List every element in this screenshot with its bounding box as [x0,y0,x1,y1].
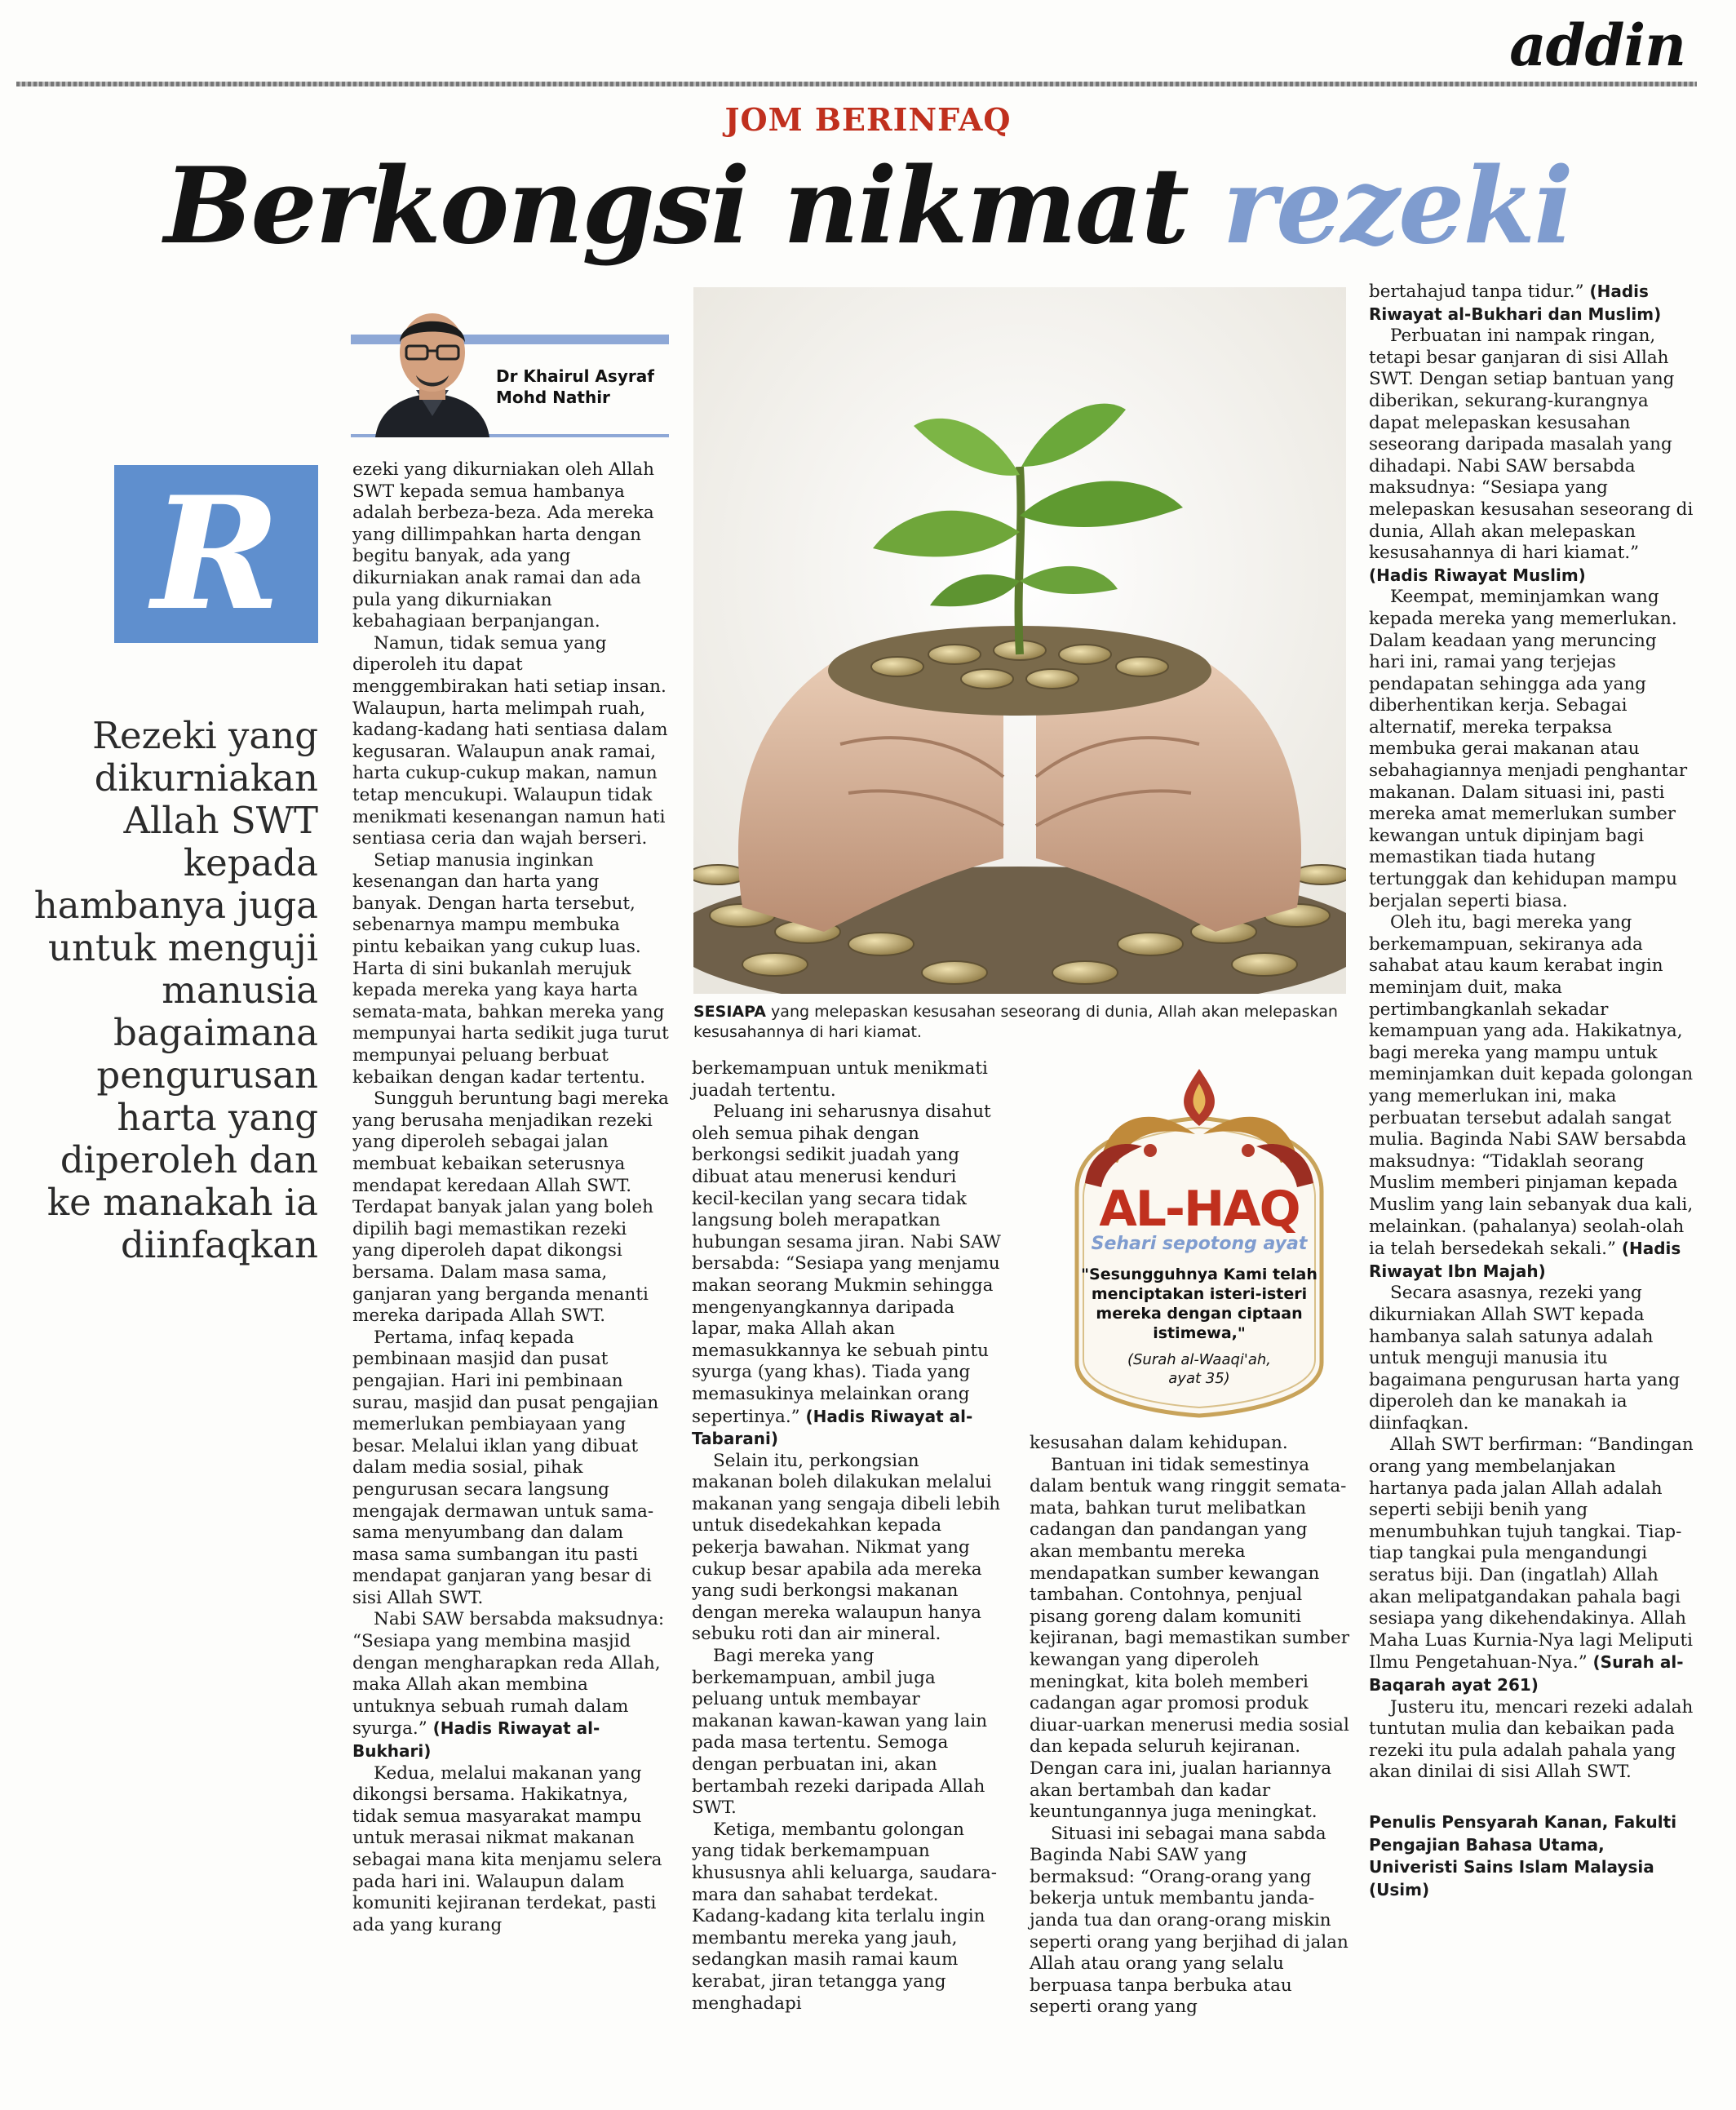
photo-caption [693,1002,1346,1043]
citation: (Surah al-Baqarah ayat 261) [1369,1652,1684,1695]
author-name [496,366,675,408]
citation: (Hadis Riwayat al-Tabarani) [692,1406,973,1449]
quote-text: Peluang ini seharusnya disahut oleh semua pihak dengan berkongsi sedikit juadah yang dibuat atau menerusi kenduri kecil-kecilan yang secara tidak langsung boleh merapatkan hubungan sesama jiran. Nabi SAW bersabda: “Sesiapa yang menjamu makan seorang Mukmin sehingga mengenyangkannya daripada lapar, maka Allah akan memasukkannya ke sebuah pintu syurga (yang khas). Tiada yang memasukinya melainkan orang sepertinya.” [692,1102,1001,1427]
paragraph: Bagi mereka yang berkemampuan, ambil juga peluang untuk membayar makanan kawan-kawan yang lain pada masa tertentu. Semoga dengan perbuatan ini, akan bertambah rezeki daripada Allah SWT. [692,1646,988,1819]
al-haq-ref-line2: ayat 35) [1168,1370,1230,1387]
author-name-line1: Dr Khairul Asyraf [496,366,654,386]
quote-paragraph [352,1631,671,1763]
quote-paragraph [1369,1434,1695,1696]
pull-quote: Rezeki yang dikurniakan Allah SWT kepada hambanya juga untuk menguji manusia bagaimana pengurusan harta yang diperoleh dan ke manakah ia diinfaqkan [33,714,318,1266]
al-haq-ref-line1: (Surah al-Waaqi'ah, [1127,1351,1272,1368]
headline-main: Berkongsi nikmat [164,145,1188,268]
al-haq-reference [1077,1350,1322,1388]
section-label: addin [1509,11,1685,79]
quote-paragraph [692,1102,1002,1451]
paragraph: Situasi ini sebagai mana sabda Baginda Nabi SAW yang bermaksud: “Orang-orang yang bekerja untuk membantu janda-janda tua dan orang-orang miskin seperti orang yang berjihad di jalan Allah atau orang yang selalu berpuasa tanpa berbuka atau seperti orang yang [1030,1823,1348,2018]
paragraph: Ketiga, membantu golongan yang tidak berkemampuan khususnya ahli keluarga, saudara-mara dan sahabat terdekat. Kadang-kadang kita terlalu ingin membantu mereka yang jauh, sedangkan masih ramai kaum kerabat, jiran tetangga yang menghadapi [692,1819,997,2014]
author-photo [359,294,506,437]
kicker: JOM BERINFAQ [724,101,1012,138]
quote-text: “Sesiapa yang membina masjid dengan mengharapkan reda Allah, maka Allah akan membina untuknya sebuah rumah dalam syurga.” [352,1631,661,1740]
al-haq-verse: "Sesungguhnya Kami telah menciptakan isteri-isteri mereka dengan ciptaan istimewa," [1081,1266,1318,1342]
paragraph: Sungguh beruntung bagi mereka yang berusaha menjadikan rezeki yang diperoleh sebagai jalan membuat kebaikan seterusnya mendapat keredaan Allah SWT. Terdapat banyak jalan yang boleh dipilih bagi memastikan rezeki yang diperoleh dapat dikongsi bersama. Dalam masa sama, ganjaran yang berganda menanti mereka daripada Allah SWT. [352,1088,669,1327]
paragraph: kesusahan dalam kehidupan. [1030,1433,1288,1453]
paragraph: Selain itu, perkongsian makanan boleh dilakukan melalui makanan yang sengaja dibeli lebih untuk disedekahkan kepada pekerja bawahan. Nikmat yang cukup besar apabila ada mereka yang sudi berkongsi makanan dengan mereka walaupun hanya sebuku roti dan air mineral. [692,1450,1001,1645]
caption-text: yang melepaskan kesusahan seseorang di dunia, Allah akan melepaskan kesusahannya di hari kiamat. [693,1003,1338,1041]
paragraph: berkemampuan untuk menikmati juadah tertentu. [692,1058,988,1101]
citation: (Hadis Riwayat al-Bukhari) [352,1718,600,1762]
quote-paragraph [1369,326,1695,587]
author-bio [1369,1811,1695,1901]
quote-text: bertahajud tanpa tidur.” [1369,281,1584,302]
al-haq-subtitle: Sehari sepotong ayat [1091,1234,1308,1254]
author-name-line2: Mohd Nathir [496,388,610,407]
quote-text: Oleh itu, bagi mereka yang berkemampuan, sekiranya ada sahabat atau kaum kerabat ingin meminjam duit, maka pertimbangkanlah sekadar kemampuan yang ada. Hakikatnya, bagi mereka yang mampu untuk meminjamkan duit kepada golongan yang memerlukan ini, maka perbuatan tersebut adalah sangat mulia. Baginda Nabi SAW bersabda maksudnya: “Tidaklah seorang Muslim memberi pinjaman kepada Muslim yang lain sebanyak dua kali, melainkan. (pahalanya) seolah-olah ia telah bersedekah sekali.” [1369,912,1694,1260]
al-haq-title: AL-HAQ [1099,1181,1300,1238]
quote-paragraph [1369,281,1695,326]
citation: (Hadis Riwayat al-Bukhari dan Muslim) [1369,281,1662,324]
author-bio-text: Penulis Pensyarah Kanan, Fakulti Pengajian Bahasa Utama, Univeristi Sains Islam Malaysia (Usim) [1369,1811,1677,1899]
drop-cap: R [152,463,281,645]
coins-plant-photo [693,287,1346,994]
paragraph: Pertama, infaq kepada pembinaan masjid dan pusat pengajian. Hari ini pembinaan surau, masjid dan pusat pengajian memerlukan pembiayaan yang besar. Melalui iklan yang dibuat dalam media sosial, pihak pengurusan secara langsung mengajak dermawan untuk sama-sama menyumbang dan dalam masa sama sumbangan itu pasti mendapat ganjaran yang besar di sisi Allah SWT. [352,1327,659,1608]
body-column-1 [352,459,671,1936]
headline [0,145,1736,268]
citation: (Hadis Riwayat Muslim) [1369,565,1586,585]
quote-text: Allah SWT berfirman: “Bandingan orang yang membelanjakan hartanya pada jalan Allah adalah seperti sebiji benih yang menumbuhkan tujuh tangkai. Tiap-tiap tangkai pula mengandungi seratus biji. Dan (ingatlah) Allah akan melipatgandakan pahala bagi sesiapa yang dikehendakinya. Allah Maha Luas Kurnia-Nya lagi Meliputi Ilmu Pengetahuan-Nya.” [1369,1434,1694,1673]
citation: (Hadis Riwayat Ibn Majah) [1369,1239,1681,1281]
paragraph: Justeru itu, mencari rezeki adalah tuntutan mulia dan kebaikan pada rezeki itu pula adalah pahala yang akan dinilai di sisi Allah SWT. [1369,1696,1694,1783]
paragraph: ezeki yang dikurniakan oleh Allah SWT kepada semua hambanya adalah berbeza-beza. Ada mereka yang dillimpahkan harta dengan begitu banyak, ada yang dikurniakan anak ramai dan ada pula yang dikurniakan kebahagiaan berpanjangan. [352,459,654,632]
headline-accent: rezeki [1222,145,1572,268]
quote-paragraph [1369,912,1695,1283]
paragraph: Keempat, meminjamkan wang kepada mereka yang memerlukan. Dalam keadaan yang meruncing hari ini, ramai yang terjejas pendapatan sehingga ada yang diberhentikan kerja. Sebagai alternatif, mereka terpaksa membuka gerai makanan atau sebahagiannya menjadi penghantar makanan. Dalam situasi ini, pasti mereka amat memerlukan sumber kewangan untuk dipinjam bagi memastikan tiada hutang tertunggak dan kehidupan mampu berjalan seperti biasa. [1369,587,1688,911]
paragraph: Setiap manusia inginkan kesenangan dan harta yang banyak. Dengan harta tersebut, sebenarnya mampu membuka pintu kebaikan yang cukup luas. Harta di sini bukanlah merujuk kepada mereka yang kaya harta semata-mata, bahkan mereka yang mempunyai harta sedikit juga turut mempunyai peluang berbuat kebaikan dengan kadar tertentu. [352,849,669,1088]
paragraph: Kedua, melalui makanan yang dikongsi bersama. Hakikatnya, tidak semua masyarakat mampu untuk merasai nikmat makanan sebagai mana kita menjamu selera pada hari ini. Walaupun dalam komuniti kejiranan terdekat, pasti ada yang kurang [352,1762,662,1935]
paragraph: Secara asasnya, rezeki yang dikurniakan Allah SWT kepada hambanya salah satunya adalah untuk menguji manusia itu bagaimana pengurusan harta yang diperoleh dan ke manakah ia diinfaqkan. [1369,1283,1681,1434]
body-column-4 [1369,281,1695,1901]
paragraph: Nabi SAW bersabda maksudnya: [374,1609,665,1630]
quote-text: Perbuatan ini nampak ringan, tetapi besar ganjaran di sisi Allah SWT. Dengan setiap bantuan yang diberikan, sekurang-kurangnya dapat melepaskan kesusahan seseorang daripada masalah yang dihadapi. Nabi SAW bersabda maksudnya: “Sesiapa yang melepaskan kesusahan seseorang di dunia, Allah akan melepaskan kesusahannya di hari kiamat.” [1369,326,1694,564]
body-column-2 [692,1058,1002,2015]
caption-lead: SESIAPA [693,1003,767,1021]
paragraph: Namun, tidak semua yang diperoleh itu dapat menggembirakan hati setiap insan. Walaupun, harta melimpah ruah, kadang-kadang hati sentiasa dalam kegusaran. Walaupun anak ramai, harta cukup-cukup makan, namun tetap mencukupi. Walaupun tidak menikmati kesenangan namun hati sentiasa ceria dan wajah berseri. [352,632,668,849]
body-column-3 [1030,1433,1352,2019]
masthead-rule [16,82,1697,86]
paragraph: Bantuan ini tidak semestinya dalam bentuk wang ringgit semata-mata, bahkan turut melibatkan cadangan dan pandangan yang akan membantu mereka mendapatkan sumber kewangan tambahan. Contohnya, penjual pisang goreng dalam komuniti kejiranan, bagi memastikan sumber kewangan yang diperoleh meningkat, kita boleh memberi cadangan agar promosi produk diuar-uarkan menerusi media sosial dan kepada seluruh kejiranan. Dengan cara ini, jualan hariannya akan bertambah dan kadar keuntungannya juga meningkat. [1030,1454,1350,1823]
